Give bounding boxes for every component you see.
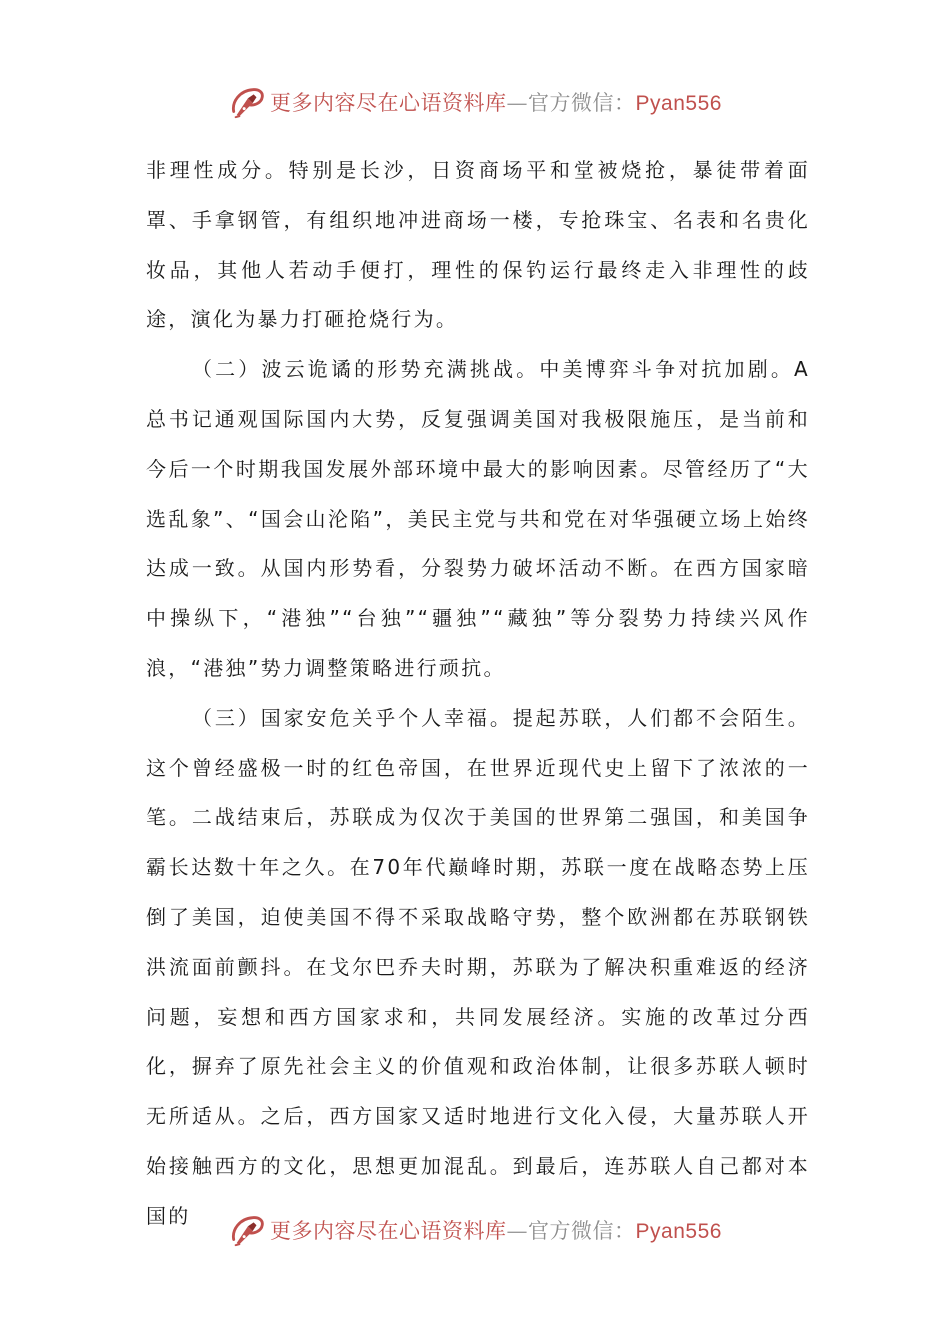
header-sub: 官方微信：	[528, 91, 636, 115]
paragraph-3: （三）国家安危关乎个人幸福。提起苏联，人们都不会陌生。这个曾经盛极一时的红色帝国，在世界近现代史上留下了浓浓的一笔。二战结束后，苏联成为仅次于美国的世界第二强国，和美国争霸长达数十年之久。在70年代巅峰时期，苏联一度在战略态势上压倒了美国，迫使美国不得不采取战略守势，整个欧洲都在苏联钢铁洪流面前颤抖。在戈尔巴乔夫时期，苏联为了解决积重难返的经济问题，妄想和西方国家求和，共同发展经济。实施的改革过分西化，摒弃了原先社会主义的价值观和政治体制，让很多苏联人顿时无所适从。之后，西方国家又适时地进行文化入侵，大量苏联人开始接触西方的文化，思想更加混乱。到最后，连苏联人自己都对本国的	[146, 705, 810, 1228]
footer-dash: —	[506, 1219, 529, 1243]
document-body	[146, 146, 810, 1242]
footer-banner-text	[270, 1215, 722, 1245]
footer-banner	[0, 1208, 950, 1252]
pen-nib-logo-icon	[228, 83, 266, 121]
paragraph-1: 非理性成分。特别是长沙，日资商场平和堂被烧抢，暴徒带着面罩、手拿钢管，有组织地冲进商场一楼，专抢珠宝、名表和名贵化妆品，其他人若动手便打，理性的保钓运行最终走入非理性的歧途，演化为暴力打砸抢烧行为。	[146, 158, 810, 332]
footer-brand: 更多内容尽在心语资料库	[270, 1219, 507, 1243]
header-wechat: Pyan556	[635, 92, 722, 115]
header-brand: 更多内容尽在心语资料库	[270, 91, 507, 115]
header-dash: —	[506, 91, 529, 115]
header-banner-text	[270, 87, 722, 117]
header-banner	[0, 80, 950, 124]
pen-nib-logo-icon	[228, 1211, 266, 1249]
footer-sub: 官方微信：	[528, 1219, 636, 1243]
paragraph-2: （二）波云诡谲的形势充满挑战。中美博弈斗争对抗加剧。A总书记通观国际国内大势，反复强调美国对我极限施压，是当前和今后一个时期我国发展外部环境中最大的影响因素。尽管经历了“大选乱象”、“国会山沦陷”，美民主党与共和党在对华强硬立场上始终达成一致。从国内形势看，分裂势力破坏活动不断。在西方国家暗中操纵下，“港独”“台独”“疆独”“藏独”等分裂势力持续兴风作浪，“港独”势力调整策略进行顽抗。	[146, 357, 810, 680]
footer-wechat: Pyan556	[635, 1220, 722, 1243]
